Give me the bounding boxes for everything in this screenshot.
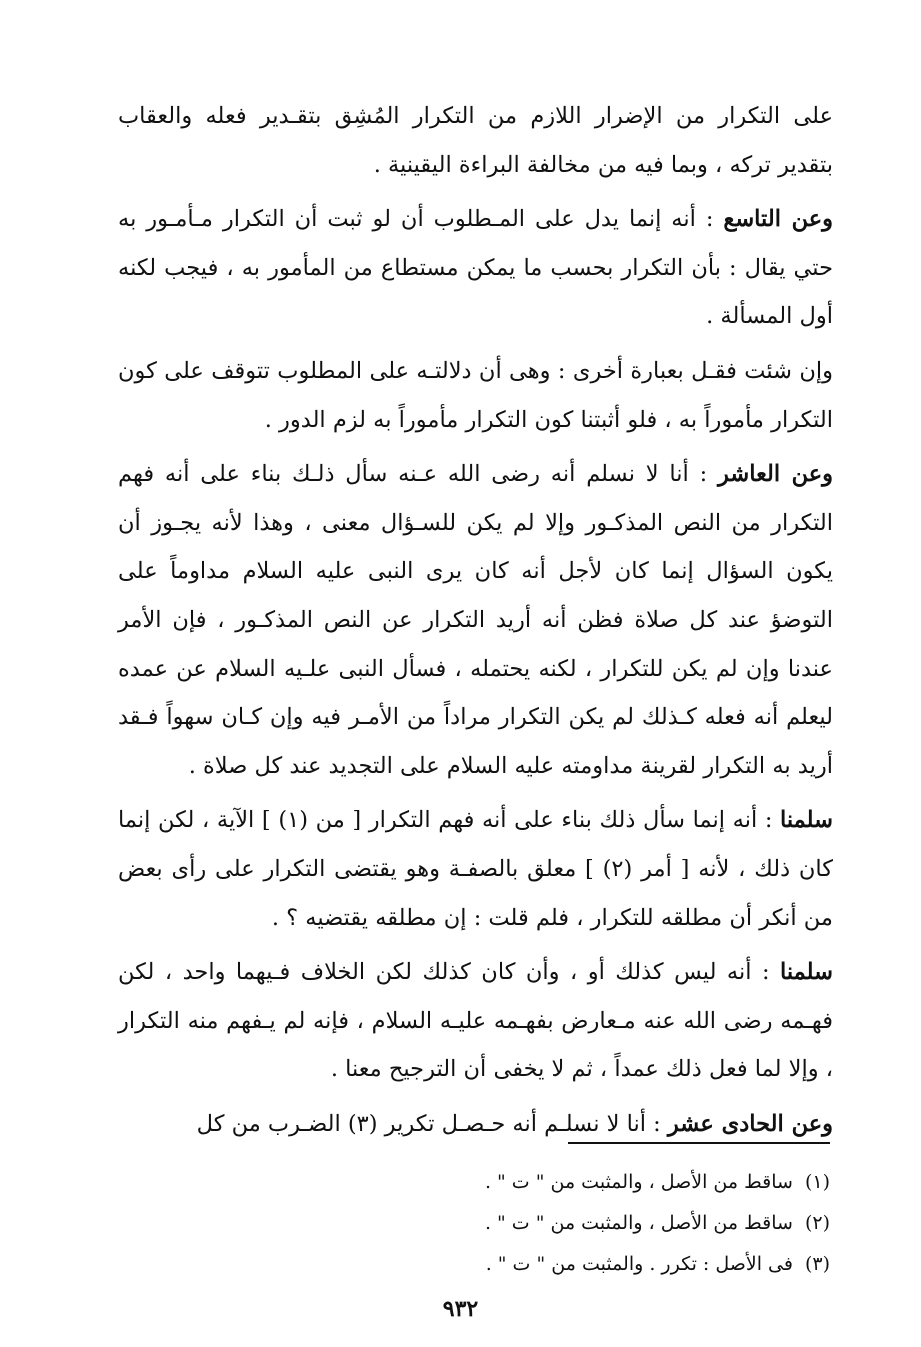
footnote-number: (٣) (804, 1253, 830, 1275)
paragraph-text: على التكرار من الإضرار اللازم من التكرار المُشِق بتقـدير فعله والعقاب بتقدير تركه ، وبما فيه من مخالفة البراءة اليقينية . (118, 103, 833, 178)
footnote (260, 1162, 830, 1203)
paragraph-text: : أنه إنما سأل ذلك بناء على أنه فهم التكرار [ من (١) ] الآية ، لكن إنما كان ذلك ، لأنه [ أمر (٢) ] معلق بالصفـة وهو يقتضى التكرار على رأى بعض من أنكر أن مطلقه للتكرار ، فلم قلت : إن مطلقه يقتضيه ؟ . (118, 807, 833, 931)
page-number: ٩٣٢ (442, 1296, 479, 1322)
paragraph-text: : أنا لا نسلـم أنه حـصـل تكرير (٣) الضـرب من كل (196, 1110, 668, 1137)
footnote-divider (568, 1142, 830, 1144)
footnote-text: ساقط من الأصل ، والمثبت من " ت " . (484, 1212, 793, 1234)
paragraph-text: : أنه إنما يدل على المـطلوب أن لو ثبت أن التكرار مـأمـور به حتي يقال : بأن التكرار بحسب ما يمكن مستطاع من المأمور به ، فيجب لكنه أول المسألة . (118, 206, 833, 330)
paragraph (118, 195, 833, 341)
footnote-number: (١) (804, 1171, 830, 1193)
paragraph-text: : أنه ليس كذلك أو ، وأن كان كذلك لكن الخلاف فـيهما واحد ، لكن فهـمه رضى الله عنه مـعارض بفهـمه عليـه السلام ، فإنه لم يـفهم منه التكرار ، وإلا لما فعل ذلك عمداً ، ثم لا يخفى أن الترجيح معنا . (118, 959, 833, 1083)
footnote (260, 1244, 830, 1285)
footnotes (260, 1162, 830, 1285)
paragraph (118, 948, 833, 1094)
footnote-text: فى الأصل : تكرر . والمثبت من " ت " . (485, 1253, 793, 1275)
footnote-text: ساقط من الأصل ، والمثبت من " ت " . (484, 1171, 793, 1193)
paragraph-heading: وعن التاسع (723, 206, 833, 233)
paragraph (118, 796, 833, 942)
paragraph (118, 92, 833, 189)
paragraph-heading: وعن الحادى عشر (667, 1110, 833, 1137)
main-text (118, 92, 833, 1148)
paragraph-heading: سلمنا (780, 959, 833, 986)
paragraph-heading: وعن العاشر (718, 461, 833, 488)
footnote-number: (٢) (804, 1212, 830, 1234)
paragraph (118, 450, 833, 790)
paragraph-text: وإن شئت فقـل بعبارة أخرى : وهى أن دلالتـه على المطلوب تتوقف على كون التكرار مأموراً به ، فلو أثبتنا كون التكرار مأموراً به لزم الدور . (118, 357, 833, 433)
paragraph-text: : أنا لا نسلم أنه رضى الله عـنه سأل ذلـك بناء على أنه فهم التكرار من النص المذكـور وإلا لم يكن للسـؤال معنى ، وهذا لأنه يجـوز أن يكون السؤال إنما كان لأجل أنه كان يرى النبى عليه السلام مداوماً على التوضؤ عند كل صلاة فظن أنه أريد التكرار عن النص المذكـور ، فإن الأمر عندنا وإن لم يكن للتكرار ، لكنه يحتمله ، فسأل النبى علـيه السلام عن عمده ليعلم أنه فعله كـذلك لم يكن التكرار مراداً من الأمـر فيه وإن كـان سهواً فـقد أريد به التكرار لقرينة مداومته عليه السلام على التجديد عند كل صلاة . (118, 461, 833, 779)
footnote (260, 1203, 830, 1244)
paragraph-heading: سلمنا (780, 807, 833, 834)
paragraph (118, 347, 833, 444)
